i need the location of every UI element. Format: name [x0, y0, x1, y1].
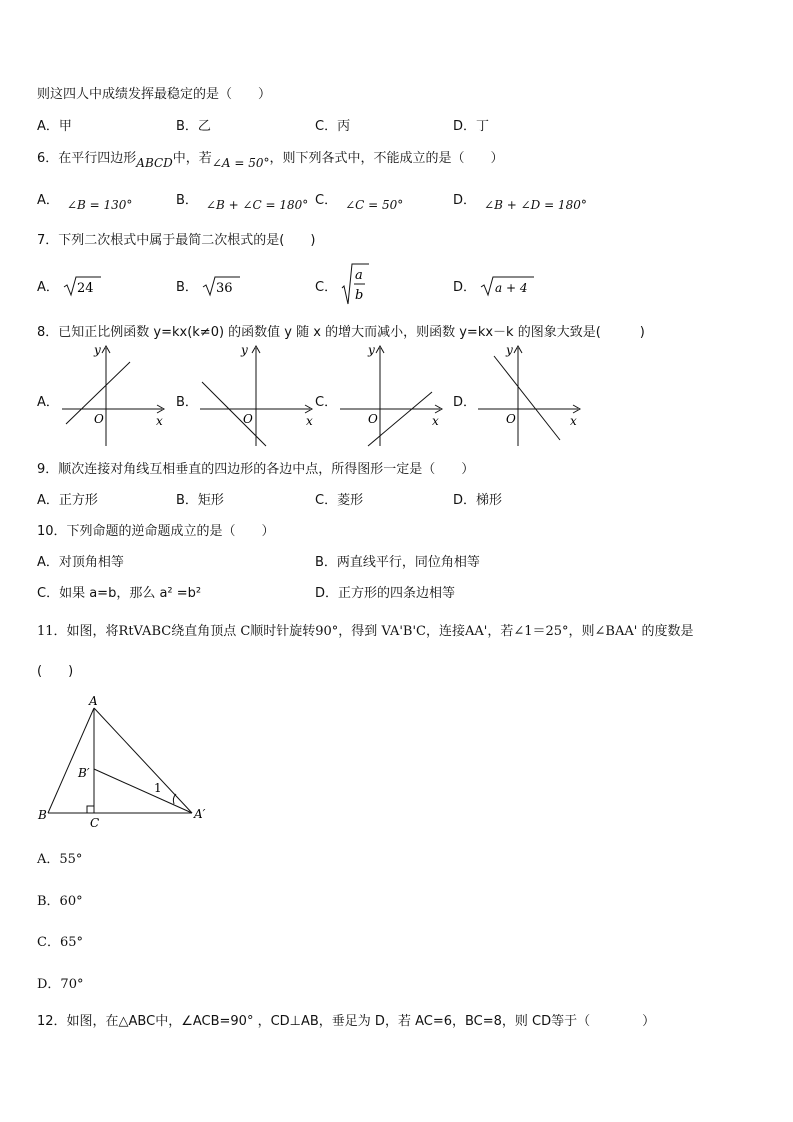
- svg-text:y: y: [94, 343, 101, 357]
- q9-stem: 9．顺次连接对角线互相垂直的四边形的各边中点，所得图形一定是（ ）: [37, 462, 475, 477]
- q6-option-a: A． ∠B = 130°: [37, 193, 133, 212]
- svg-text:x: x: [570, 414, 577, 428]
- q8-graph-c: [336, 342, 448, 450]
- q10-stem: 10．下列命题的逆命题成立的是（ ）: [37, 524, 275, 539]
- svg-text:A: A: [89, 694, 98, 708]
- q10-option-c: C．如果 a=b，那么 a² =b²: [37, 586, 202, 601]
- q5-option-c: C．丙: [315, 119, 351, 134]
- svg-text:y: y: [506, 343, 513, 357]
- svg-text:a + 4: a + 4: [495, 280, 528, 295]
- sqrt-24-radical: [63, 275, 103, 297]
- sqrt-36-radical: [202, 275, 242, 297]
- q6-stem: 6．在平行四边形ABCD中，若∠A = 50°，则下列各式中，不能成立的是（ ）: [37, 151, 504, 170]
- svg-text:x: x: [432, 414, 439, 428]
- function-line: [494, 356, 560, 440]
- svg-text:x: x: [306, 414, 313, 428]
- q11-option-c: C．65°: [37, 935, 83, 950]
- q8-option-d-label: D．: [453, 395, 477, 410]
- q7-option-d: D． a + 4: [453, 276, 536, 299]
- segment-aa1: [94, 708, 192, 813]
- q9-option-d: D．梯形: [453, 493, 503, 508]
- q8-option-a-label: A．: [37, 395, 59, 410]
- svg-text:A′: A′: [194, 807, 206, 821]
- q10-option-b: B．两直线平行，同位角相等: [315, 555, 480, 570]
- svg-text:O: O: [506, 412, 516, 426]
- q8-graph-b: [196, 342, 316, 450]
- q8-graph-a: [58, 342, 170, 450]
- q6-option-c: C． ∠C = 50°: [315, 193, 404, 212]
- sqrt-fraction-radical: [341, 262, 371, 306]
- svg-text:y: y: [241, 343, 248, 357]
- svg-text:B′: B′: [78, 766, 90, 780]
- q6-option-d: D． ∠B + ∠D = 180°: [453, 193, 587, 212]
- q8-stem: 8．已知正比例函数 y=kx(k≠0) 的函数值 y 随 x 的增大而减小，则函数 y=kx－k 的图象大致是( ): [37, 325, 645, 340]
- q5-option-a: A．甲: [37, 119, 72, 134]
- svg-text:1: 1: [154, 781, 162, 795]
- q5-stem: 则这四人中成绩发挥最稳定的是（ ）: [37, 87, 272, 102]
- q11-option-d: D．70°: [37, 977, 84, 992]
- svg-text:O: O: [94, 412, 104, 426]
- q11-option-b: B．60°: [37, 894, 83, 909]
- segment-b1a1: [94, 769, 192, 813]
- q5-option-d: D．丁: [453, 119, 490, 134]
- svg-text:x: x: [156, 414, 163, 428]
- segment-ab: [48, 708, 94, 813]
- q7-option-b: B． 36: [176, 276, 242, 299]
- sqrt-a-plus-4-radical: [480, 275, 536, 297]
- svg-text:O: O: [368, 412, 378, 426]
- q7-option-c: C． a b: [315, 262, 371, 306]
- right-angle-mark: [87, 806, 94, 813]
- svg-text:24: 24: [77, 280, 94, 296]
- svg-text:C: C: [90, 816, 100, 830]
- q9-option-b: B．矩形: [176, 493, 224, 508]
- q8-graph-d: [474, 342, 586, 450]
- q8-option-b-label: B．: [176, 395, 198, 410]
- svg-text:B: B: [38, 808, 47, 822]
- q11-figure: [34, 694, 214, 830]
- q11-option-a: A．55°: [37, 852, 83, 867]
- q11-paren: ( ): [37, 664, 74, 679]
- svg-text:a: a: [355, 268, 363, 283]
- q6-option-b: B． ∠B + ∠C = 180°: [176, 193, 309, 212]
- q7-stem: 7．下列二次根式中属于最简二次根式的是( ): [37, 233, 316, 248]
- q8-option-c-label: C．: [315, 395, 338, 410]
- svg-text:O: O: [243, 412, 253, 426]
- svg-text:b: b: [355, 288, 364, 303]
- q7-option-a: A． 24: [37, 276, 103, 299]
- svg-text:y: y: [368, 343, 375, 357]
- q10-option-d: D．正方形的四条边相等: [315, 586, 456, 601]
- svg-text:36: 36: [216, 280, 233, 296]
- q5-option-b: B．乙: [176, 119, 211, 134]
- q10-option-a: A．对顶角相等: [37, 555, 124, 570]
- q9-option-a: A．正方形: [37, 493, 98, 508]
- q11-stem: 11．如图，将RtVABC绕直角顶点 C顺时针旋转90°，得到 VA'B'C，连接AA'，若∠1＝25°，则∠BAA' 的度数是: [37, 624, 694, 639]
- q9-option-c: C．菱形: [315, 493, 364, 508]
- q12-stem: 12．如图，在△ABC中，∠ACB=90° ，CD⊥AB，垂足为 D，若 AC=6，BC=8，则 CD等于（ ）: [37, 1014, 656, 1029]
